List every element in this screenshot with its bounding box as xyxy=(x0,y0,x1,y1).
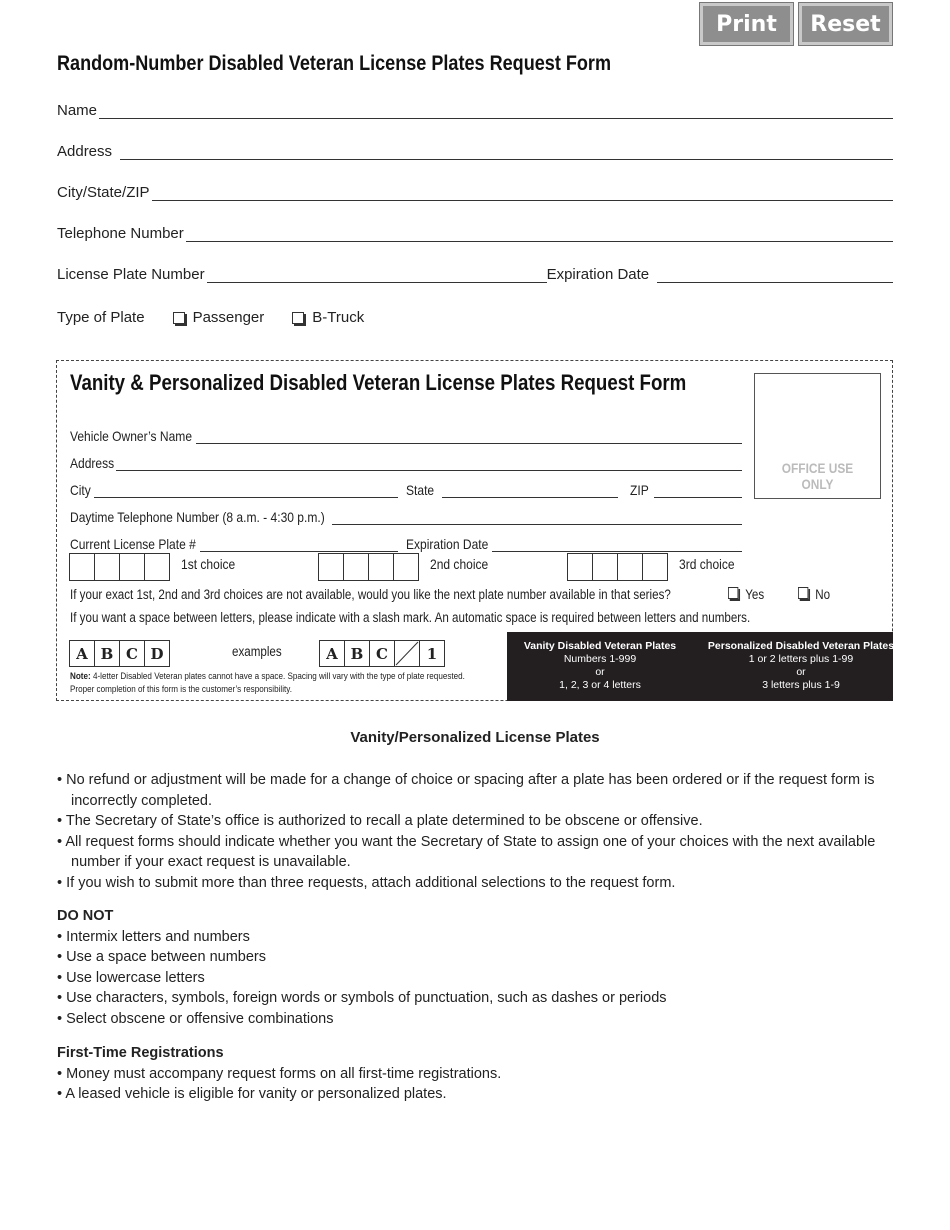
passenger-checkbox[interactable] xyxy=(173,309,265,326)
vanity-zip-label: ZIP xyxy=(630,482,649,498)
note-line-1: 4-letter Disabled Veteran plates cannot have a space. Spacing will vary with the type of plate requested. xyxy=(92,671,465,681)
list-item-text: A leased vehicle is eligible for vanity or personalized plates. xyxy=(65,1086,447,1102)
example-1 xyxy=(69,640,170,667)
note-line-2: Proper completion of this form is the customer’s responsibility. xyxy=(70,684,292,694)
personalized-plates-line: or xyxy=(796,666,806,678)
btruck-checkbox[interactable] xyxy=(292,309,364,326)
vanity-plates-line: or xyxy=(595,666,605,678)
vanity-city-label: City xyxy=(70,482,91,498)
list-item: • Money must accompany request forms on all first-time registrations. xyxy=(57,1065,502,1082)
example-char: A xyxy=(320,641,345,666)
passenger-label: Passenger xyxy=(192,309,265,326)
current-plate-label: Current License Plate # xyxy=(70,536,196,552)
reset-button[interactable]: Reset xyxy=(799,3,892,45)
do-not-section xyxy=(57,906,897,1029)
list-item: • If you wish to submit more than three requests, attach additional selections to the request form. xyxy=(57,874,676,891)
example-char: D xyxy=(150,644,164,663)
office-use-box xyxy=(754,373,881,499)
vanity-address-input[interactable] xyxy=(116,458,742,471)
list-item: • Use characters, symbols, foreign words or symbols of punctuation, such as dashes or periods xyxy=(57,990,667,1006)
vanity-city-input[interactable] xyxy=(94,485,398,498)
list-item-text: The Secretary of State’s office is authorized to recall a plate determined to be obscene or offensive. xyxy=(65,813,703,829)
list-item-text: Use a space between numbers xyxy=(66,949,267,965)
phone-label: Telephone Number xyxy=(57,225,184,242)
list-item-text: Use lowercase letters xyxy=(66,969,205,986)
example-char: B xyxy=(345,641,370,666)
next-available-question: If your exact 1st, 2nd and 3rd choices are not available, would you like the next plate number available in that series? xyxy=(70,587,671,602)
daytime-phone-label: Daytime Telephone Number (8 a.m. - 4:30 p.m.) xyxy=(70,509,325,525)
city-state-zip-row xyxy=(70,478,742,498)
address-field[interactable] xyxy=(57,138,893,160)
plate-label: License Plate Number xyxy=(57,266,205,283)
name-field[interactable] xyxy=(57,97,893,119)
info-bullets xyxy=(57,770,897,893)
choice-3-label: 3rd choice xyxy=(679,556,735,572)
list-item-text: No refund or adjustment will be made for a change of choice or spacing after a plate has been ordered or if the request form is incorrectly completed. xyxy=(66,772,875,809)
list-item: • The Secretary of State’s office is authorized to recall a plate determined to be obscene or offensive. xyxy=(57,813,703,829)
list-item-text: Select obscene or offensive combinations xyxy=(66,1010,334,1027)
choice-1-label: 1st choice xyxy=(181,556,236,572)
phone-input[interactable] xyxy=(186,227,893,242)
city-input[interactable] xyxy=(152,186,893,201)
list-item: • A leased vehicle is eligible for vanity or personalized plates. xyxy=(57,1086,447,1102)
daytime-phone-input[interactable] xyxy=(332,512,742,525)
examples-label: examples xyxy=(232,644,282,659)
example-char: A xyxy=(70,641,95,666)
first-time-section xyxy=(57,1043,897,1105)
owner-input[interactable] xyxy=(196,431,742,444)
plate-note xyxy=(70,670,465,696)
plate-type-label: Type of Plate xyxy=(57,309,145,326)
list-item-text: Use characters, symbols, foreign words or symbols of punctuation, such as dashes or periods xyxy=(66,990,667,1006)
example-char: B xyxy=(95,641,120,666)
vanity-plates-line: 1, 2, 3 or 4 letters xyxy=(559,679,641,691)
checkbox-icon xyxy=(728,587,738,599)
city-label: City/State/ZIP xyxy=(57,184,150,201)
daytime-phone-field[interactable] xyxy=(70,505,742,525)
expiration-input[interactable] xyxy=(657,268,893,283)
choice-2-label: 2nd choice xyxy=(430,556,489,572)
example-char: C xyxy=(120,641,145,666)
owner-label: Vehicle Owner’s Name xyxy=(70,428,193,444)
expiration-label: Expiration Date xyxy=(546,266,650,283)
vanity-plates-heading: Vanity Disabled Veteran Plates xyxy=(523,640,677,652)
list-item-text: If you wish to submit more than three requests, attach additional selections to the request form. xyxy=(66,874,676,891)
choice-1-cells[interactable] xyxy=(69,553,170,581)
list-item: • Intermix letters and numbers xyxy=(57,928,250,945)
vanity-title: Vanity & Personalized Disabled Veteran License Plates Request Form xyxy=(70,370,687,395)
note-bold: Note: xyxy=(70,671,91,681)
vanity-address-label: Address xyxy=(70,455,115,471)
yes-checkbox[interactable] xyxy=(728,587,764,602)
list-item: • No refund or adjustment will be made for a change of choice or spacing after a plate has been ordered or if the request form is incorrectly completed. xyxy=(57,772,875,809)
plate-types-panel xyxy=(507,632,893,701)
vanity-address-field[interactable] xyxy=(70,451,742,471)
checkbox-icon xyxy=(798,587,808,599)
list-item-text: All request forms should indicate whether you want the Secretary of State to assign one of your choices with the next available number if your exact request is unavailable. xyxy=(65,833,876,870)
vanity-state-label: State xyxy=(406,482,435,498)
address-input[interactable] xyxy=(120,145,893,160)
name-label: Name xyxy=(57,102,98,119)
plate-row xyxy=(57,261,893,283)
personalized-plates-line: 3 letters plus 1-9 xyxy=(762,679,840,691)
slash-mark xyxy=(395,641,420,666)
btruck-label: B-Truck xyxy=(312,309,365,326)
vanity-expiration-input[interactable] xyxy=(492,539,742,552)
list-item: • All request forms should indicate whether you want the Secretary of State to assign one of your choices with the next available number if your exact request is unavailable. xyxy=(57,833,876,870)
phone-field[interactable] xyxy=(57,220,893,242)
do-not-heading: DO NOT xyxy=(57,908,114,924)
choice-2-cells[interactable] xyxy=(318,553,419,581)
list-item: • Use lowercase letters xyxy=(57,969,205,986)
checkbox-icon xyxy=(292,312,304,324)
example-char: 1 xyxy=(426,644,438,663)
print-button[interactable]: Print xyxy=(700,3,793,45)
name-input[interactable] xyxy=(99,104,893,119)
first-time-heading: First-Time Registrations xyxy=(57,1045,224,1061)
vanity-state-input[interactable] xyxy=(442,485,618,498)
personalized-plates-heading: Personalized Disabled Veteran Plates xyxy=(707,640,895,652)
address-label: Address xyxy=(57,143,113,160)
example-2 xyxy=(319,640,445,667)
slash-mark-icon xyxy=(395,641,419,666)
current-plate-input[interactable] xyxy=(200,539,398,552)
no-label: No xyxy=(815,587,831,602)
example-char: C xyxy=(370,641,395,666)
office-use-label: OFFICE USE ONLY xyxy=(781,460,854,492)
info-heading: Vanity/Personalized License Plates xyxy=(350,729,600,746)
city-field[interactable] xyxy=(57,179,893,201)
checkbox-icon xyxy=(173,312,185,324)
list-item-text: Money must accompany request forms on all first-time registrations. xyxy=(66,1065,502,1082)
list-item: • Use a space between numbers xyxy=(57,949,267,965)
plate-input[interactable] xyxy=(207,268,547,283)
vanity-zip-input[interactable] xyxy=(654,485,742,498)
list-item: • Select obscene or offensive combinations xyxy=(57,1010,334,1027)
plate-type-row xyxy=(57,304,893,326)
personalized-plates-line: 1 or 2 letters plus 1-99 xyxy=(748,653,854,665)
owner-field[interactable] xyxy=(70,424,742,444)
list-item-text: Intermix letters and numbers xyxy=(66,928,250,945)
space-note: If you want a space between letters, please indicate with a slash mark. An automatic space is required between letters and numbers. xyxy=(70,610,751,625)
page-title: Random-Number Disabled Veteran License Plates Request Form xyxy=(57,52,612,75)
vanity-plates-line: Numbers 1-999 xyxy=(563,653,637,665)
yes-label: Yes xyxy=(745,587,765,602)
current-plate-row xyxy=(70,532,742,552)
vanity-expiration-label: Expiration Date xyxy=(406,536,489,552)
choice-3-cells[interactable] xyxy=(567,553,668,581)
no-checkbox[interactable] xyxy=(798,587,830,602)
